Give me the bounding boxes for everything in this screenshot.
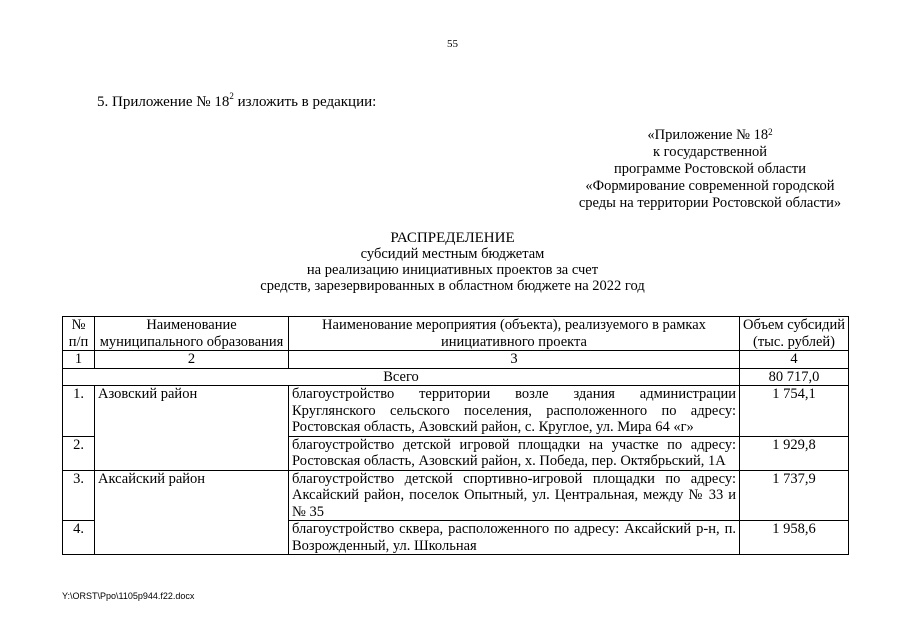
- row-num: 2.: [63, 436, 95, 470]
- header-municipality: Наименование муниципального образования: [95, 317, 289, 351]
- row-num: 1.: [63, 386, 95, 437]
- row-municipality: Аксайский район: [95, 470, 289, 555]
- row-amount: 1 958,6: [740, 521, 849, 555]
- row-event: благоустройство детской спортивно-игровой площадки по адресу: Аксайский район, поселок Опытный, ул. Центральная, между № 33 и № 35: [289, 470, 740, 521]
- header-num: № п/п: [63, 317, 95, 351]
- total-value: 80 717,0: [740, 368, 849, 386]
- row-amount: 1 754,1: [740, 386, 849, 437]
- col-number-2: 2: [95, 351, 289, 369]
- total-label: Всего: [63, 368, 740, 386]
- row-amount: 1 929,8: [740, 436, 849, 470]
- table-header-row: [63, 317, 849, 351]
- document-title: [200, 230, 705, 294]
- annex-line-2: к государственной: [652, 144, 767, 160]
- title-line-2: субсидий местным бюджетам: [360, 246, 545, 262]
- row-num: 3.: [63, 470, 95, 521]
- subsidy-table: [62, 316, 849, 555]
- amendment-item: [97, 91, 377, 111]
- table-row: [63, 470, 849, 521]
- title-line-4: средств, зарезервированных в областном бюджете на 2022 год: [260, 278, 645, 294]
- row-num: 4.: [63, 521, 95, 555]
- col-number-1: 1: [63, 351, 95, 369]
- row-event: благоустройство территории возле здания администрации Круглянского сельского поселения, расположенного по адресу: Ростовская область, Азовский район, с. Круглое, ул. Мира 64 «г»: [289, 386, 740, 437]
- annex-line-4: «Формирование современной городской: [585, 178, 835, 194]
- row-amount: 1 737,9: [740, 470, 849, 521]
- annex-reference: [560, 127, 860, 212]
- amendment-item-text: 5. Приложение № 18: [97, 94, 230, 110]
- row-municipality: Азовский район: [95, 386, 289, 471]
- row-event: благоустройство детской игровой площадки на участке по адресу: Ростовская область, Азовский район, х. Победа, пер. Октябрьский, 1А: [289, 436, 740, 470]
- page-number: 55: [447, 38, 458, 50]
- header-event: Наименование мероприятия (объекта), реализуемого в рамках инициативного проекта: [289, 317, 740, 351]
- row-event: благоустройство сквера, расположенного по адресу: Аксайский р-н, п. Возрожденный, ул. Школьная: [289, 521, 740, 555]
- title-heading: РАСПРЕДЕЛЕНИЕ: [390, 230, 515, 246]
- amendment-item-tail: изложить в редакции:: [233, 94, 377, 110]
- total-row: [63, 368, 849, 386]
- annex-line-3: программе Ростовской области: [613, 161, 807, 177]
- title-line-3: на реализацию инициативных проектов за счет: [306, 262, 599, 278]
- annex-line-5: среды на территории Ростовской области»: [578, 195, 842, 211]
- annex-line-1: «Приложение № $18^2$: [647, 127, 773, 143]
- header-amount: Объем субсидий (тыс. рублей): [740, 317, 849, 351]
- col-number-3: 3: [289, 351, 740, 369]
- table-row: [63, 386, 849, 437]
- file-path-footer: Y:\ORST\Ppo\1105p944.f22.docx: [62, 591, 195, 601]
- col-number-4: 4: [740, 351, 849, 369]
- amendment-item-sup: 2: [229, 91, 234, 101]
- column-number-row: [63, 351, 849, 369]
